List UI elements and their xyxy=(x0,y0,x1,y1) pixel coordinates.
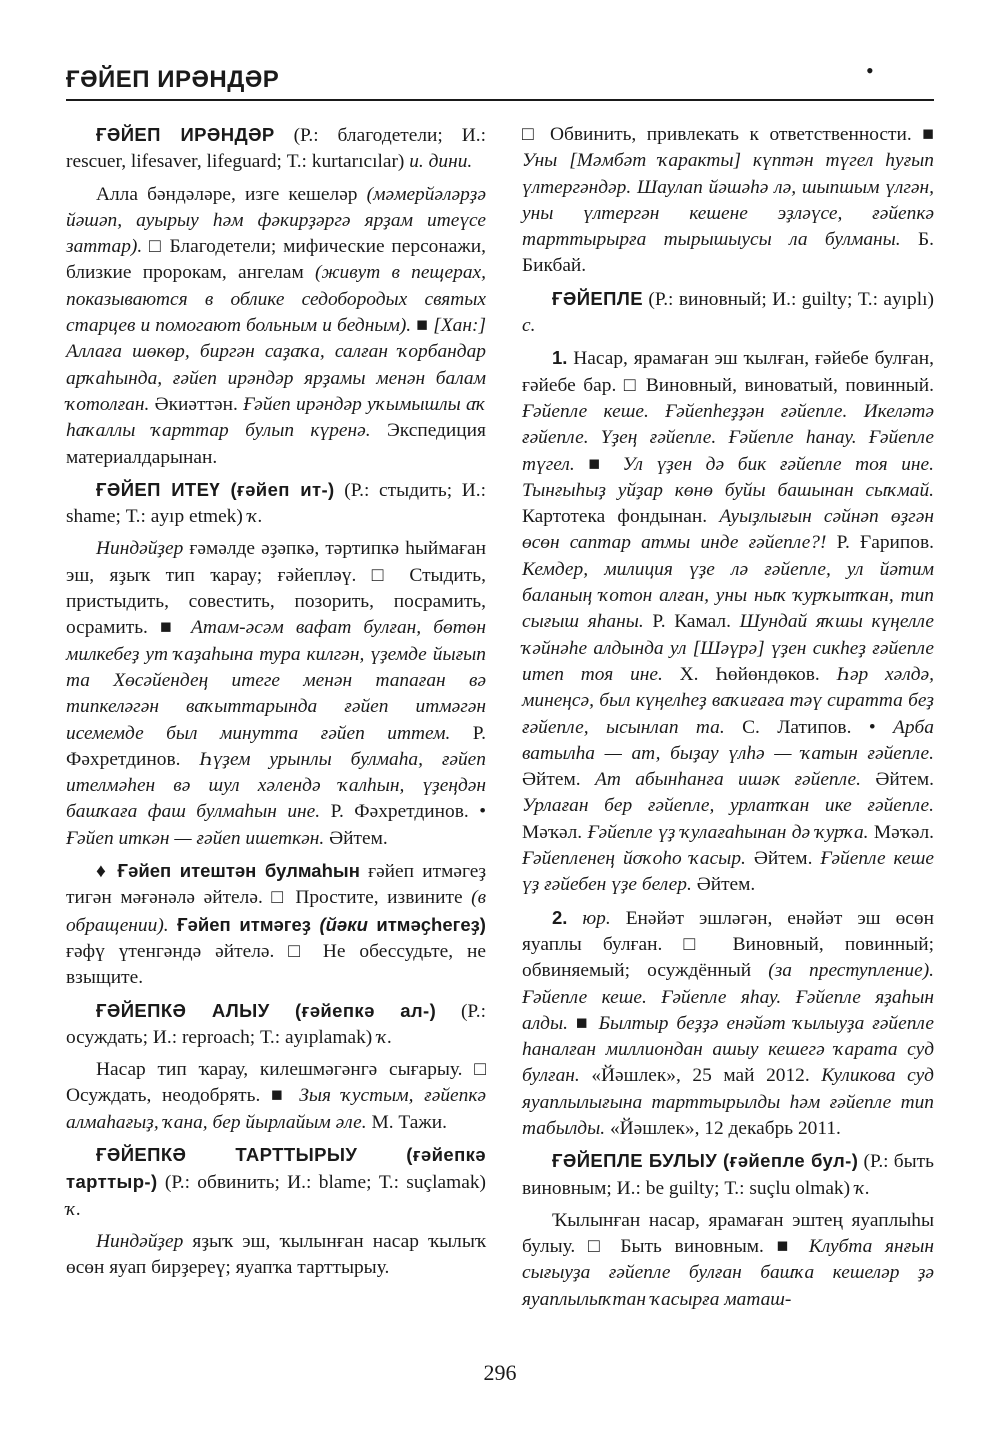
example-marker: ■ xyxy=(271,1085,289,1107)
phrase-gloss: (йәки xyxy=(319,913,368,935)
phrase-definition: ғәфү үтенгәндә әйтелә. xyxy=(66,940,275,962)
grammar-label: с. xyxy=(522,315,536,337)
sense-block xyxy=(66,1229,486,1282)
grammar-label: ҡ. xyxy=(377,1026,393,1048)
phrase-marker: ♦ xyxy=(96,861,110,883)
sense-1 xyxy=(522,345,934,898)
running-head: ҒӘЙЕП ИРӘНДӘР xyxy=(66,66,280,93)
equivalents: (Р.: благодетели; И.: rescuer, lifesaver, lifeguard; Т.: kurtarıcılar) xyxy=(66,125,486,173)
grammar-label: ҡ. xyxy=(66,1198,82,1220)
definition-gloss: (мәмерйәләрҙә йәшәп, ауырыу һәм фәкирҙәргә ярҙам итеүсе заттар). xyxy=(66,183,486,258)
equivalents: (Р.: обвинить; И.: blame; Т.: suçlamak) xyxy=(164,1172,486,1194)
entry-gayepke-tarttyryu xyxy=(66,1142,486,1223)
grammar-label: ҡ. xyxy=(247,506,263,528)
headword: ҒӘЙЕПКӘ АЛЫУ (ғәйепкә ал-) xyxy=(96,999,437,1021)
example-source: Экспедиция материалдарынан. xyxy=(66,420,486,468)
sense-block xyxy=(66,536,486,852)
example: Кемдер, милиция үҙе лә ғәйепле, ул йәтим баланың ҡотон алған, уны ныҡ ҡурҡытҡан, тип сығыш яһаны. xyxy=(522,558,934,633)
grammar-label: и. дини. xyxy=(409,151,473,173)
phrase-variant: итмәҫһегеҙ) xyxy=(376,913,486,935)
example-marker: ■ xyxy=(159,617,179,639)
proverb-marker: • xyxy=(868,716,876,738)
example-source: Х. Һөйөндөков. xyxy=(679,663,820,685)
definition-prefix: Ниндәйҙер xyxy=(96,1230,184,1252)
grammar-label: ҡ. xyxy=(854,1177,871,1199)
headword: ҒӘЙЕП ИТЕҮ (ғәйеп ит-) xyxy=(96,478,335,500)
sense-2 xyxy=(522,905,934,1143)
equivalents: (Р.: осуждать; И.: reproach; Т.: ayıplamak) xyxy=(66,1000,486,1048)
russian-translation: Виновный, повинный; обвиняемый; осуждённый xyxy=(522,933,935,982)
definition: ғәмәлде әҙәпкә, тәртипкә һыймаған эш, яҙыҡ тип ҡарау; ғәйепләү. xyxy=(66,538,486,586)
translation-marker: □ xyxy=(371,564,394,586)
example-source: «Йәшлек», 25 май 2012. xyxy=(591,1065,810,1087)
example: Куликова суд яуаплылығына тарттырылды һәм ғәйепле тип табылды. xyxy=(522,1065,934,1139)
equivalents: (Р.: стыдить; И.: shame; Т.: ayıp etmek) xyxy=(66,479,487,528)
example: Һүҙем урынлы булмаһа, ғәйеп ителмәһен вә шул хәлендә ҡалһын, үҙеңдән башҡаға фаш булмаһын ине. xyxy=(66,748,486,823)
sense-number: 2. xyxy=(552,906,568,928)
example-source: Картотека фондынан. xyxy=(522,506,708,528)
entry-gayeple-bulyu xyxy=(522,1148,934,1202)
russian-gloss: (в обращении). xyxy=(66,887,486,936)
translation-marker: □ xyxy=(149,236,163,258)
header-rule xyxy=(66,99,934,101)
sense-block xyxy=(66,182,486,471)
entry-gayeple xyxy=(522,286,934,340)
example-marker: ■ xyxy=(575,1012,591,1034)
collocations: Ғәйепле кеше. Ғәйепле яһау. Ғәйепле яҙаһын алды. xyxy=(522,986,934,1034)
russian-translation: Простите, извините xyxy=(295,887,463,909)
phrase: Ғәйеп итмәгеҙ xyxy=(177,913,312,935)
example: Һәр хәлдә, минеңсә, был күңелһеҙ ваҡиғаға тәү сиратта беҙ ғәйепле, ысынлап та. xyxy=(522,663,934,738)
example: Зыя ҡустым, ғәйепкә алмаһағыҙ, ҡана, бер йырлайым әле. xyxy=(66,1085,486,1133)
example-source: Б. Бикбай. xyxy=(522,229,934,277)
phrase: Ғәйеп итештән булмаһын xyxy=(117,860,360,882)
translation-marker: □ xyxy=(623,374,639,396)
sense-block xyxy=(66,1057,486,1136)
phrase-block xyxy=(66,858,486,991)
russian-translation: Обвинить, привлекать к ответственности. xyxy=(549,124,912,145)
definition: Енәйәт эшләгән, енәйәт эш өсөн яуаплы булған. xyxy=(522,907,934,955)
russian-translation: Благодетели; мифические персонажи, близкие пророкам, ангелам xyxy=(66,236,486,284)
headword: ҒӘЙЕПЛЕ БУЛЫУ (ғәйепле бул-) xyxy=(552,1150,859,1172)
russian-translation: Не обессудьте, не взыщите. xyxy=(66,940,486,989)
proverb-source: Әйтем. xyxy=(329,827,388,849)
example-marker: ■ xyxy=(416,315,429,337)
translation-marker: □ xyxy=(588,1236,608,1258)
proverb: Урлаған бер ғәйепле, урлатҡан ике ғәйепле. xyxy=(522,795,934,817)
definition: Насар, ярамаған эш ҡылған, ғәйебе булған, ғәйебе бар. xyxy=(522,348,934,396)
entry-gayep-irender xyxy=(66,122,486,176)
definition: Насар тип ҡарау, килешмәгәнгә сығарыу. xyxy=(96,1059,463,1081)
sense-block xyxy=(522,1208,934,1313)
russian-translation: Осуждать, неодобрять. xyxy=(66,1085,261,1107)
proverb: Ғәйепле кеше үҙ ғәйебен үҙе белер. xyxy=(522,848,934,896)
proverb-source: Әйтем. xyxy=(522,769,581,791)
proverb: Арба ватылһа — ат, быҙау үлһә — ҡатын ғәйепле. xyxy=(522,716,934,764)
example-source: М. Тажи. xyxy=(371,1111,448,1133)
example: Ғәйеп ирәндәр уҡымышлы аҡ һаҡаллы ҡарттар булып күренә. xyxy=(66,393,486,442)
page-number: 296 xyxy=(483,1360,517,1385)
example: [Хан:] Аллаға шөкөр, биргән саҙаҡа, салған ҡорбандар арҡаһында, ғәйеп ирәндәр ярҙамы менән балам ҡотолған. xyxy=(66,315,486,415)
proverb-source: Әйтем. xyxy=(875,769,934,791)
headword: ҒӘЙЕП ИРӘНДӘР xyxy=(96,124,275,145)
collocations: Ғәйепле кеше. Ғәйепһеҙҙән ғәйепле. Икеләтә ғәйепле. Үҙең ғәйепле. Ғәйепле һанау. Ғәйепле түгел. xyxy=(522,400,934,475)
headword: ҒӘЙЕПЛЕ xyxy=(552,287,643,309)
sense-continuation xyxy=(522,122,934,280)
example: Атам-әсәм вафат булған, бөтөн милкебеҙ ут ҡаҙаһына тура килгән, үҙемде йығып та Хөсәйендең итеге менән тапаған вә типкеләгән ваҡыттарында ғәйеп итмәгән исемемде был минутта ғәйеп иттем. xyxy=(66,617,486,744)
corner-mark: • xyxy=(866,58,874,83)
domain-label: юр. xyxy=(582,907,611,929)
example: Клубта янғын сығыуҙа ғәйепле булған башҡа кешеләр ҙә яуаплылыҡтан ҡасырға маташ- xyxy=(522,1236,934,1310)
example-source: «Йәшлек», 12 декабрь 2011. xyxy=(609,1117,841,1139)
equivalents: (Р.: быть виновным; И.: be guilty; Т.: suçlu olmak) xyxy=(522,1151,934,1199)
proverb: Ғәйепле үҙ ҡулағаһынан дә ҡурҡа. xyxy=(587,821,869,843)
russian-translation: Стыдить, пристыдить, совестить, позорить, посрамить, осрамить. xyxy=(66,564,486,639)
example-source: С. Латипов. xyxy=(742,716,852,738)
proverb: Ат абынһанға ишәк ғәйепле. xyxy=(594,769,862,791)
proverb: Ғәйепленең йоҡоһо ҡасыр. xyxy=(522,848,746,870)
example-source: Р. Фәхретдинов. xyxy=(66,722,486,770)
proverb-source: Мәҡәл. xyxy=(522,821,583,843)
example-marker: ■ xyxy=(588,453,609,475)
definition: Алла бәндәләре, изге кешеләр xyxy=(96,183,358,205)
left-column xyxy=(66,122,486,1287)
translation-marker: □ xyxy=(474,1059,486,1081)
example-source: Р. Фәхретдинов. xyxy=(330,801,469,823)
russian-translation: Быть виновным. xyxy=(620,1236,764,1258)
equivalents: (Р.: виновный; И.: guilty; Т.: ayıplı) xyxy=(648,288,934,310)
translation-marker: □ xyxy=(683,933,712,955)
proverb-source: Мәҡәл. xyxy=(873,821,934,843)
russian-gloss: (за преступление). xyxy=(768,960,934,982)
translation-marker: □ xyxy=(522,124,540,145)
example: Уны [Мәмбәт ҡаракты] күптән түгел һуғып үлтергәндәр. Шаулап йәшәһә лә, шыпшым үлгән, уны үлтергән кешене эҙләүсе, ғәйепкә тарттырырға тырышыусы ла булманы. xyxy=(522,150,934,251)
example-source: Р. Ғарипов. xyxy=(836,532,934,554)
example: Былтыр беҙҙә енәйәт ҡылыуҙа ғәйепле һаналған миллиондан ашыу кешегә ҡарата суд булған. xyxy=(522,1012,934,1087)
russian-translation: Виновный, виноватый, повинный. xyxy=(645,374,934,396)
proverb: Ғәйеп иткән — ғәйеп ишеткән. xyxy=(66,827,325,849)
russian-gloss: (живут в пещерах, показываются в облике седобородых святых старцев и помогают больным и бедным). xyxy=(66,262,487,337)
example: Ауыҙлығын сәйнәп өҙгән өсөн саптар атмы инде ғәйепле?! xyxy=(522,506,934,554)
proverb-marker: • xyxy=(479,801,487,823)
translation-marker: □ xyxy=(288,940,309,962)
definition: яҙыҡ эш, ҡылынған насар ҡылыҡ өсөн яуап бирҙереү; яуапҡа тарттырыу. xyxy=(66,1230,486,1279)
headword: ҒӘЙЕПКӘ ТАРТТЫРЫУ (ғәйепкә тарттыр-) xyxy=(66,1143,486,1193)
definition: Ҡылынған насар, ярамаған эштең яуаплыһы булыу. xyxy=(522,1209,934,1258)
right-column xyxy=(522,122,934,1319)
entry-gayepke-alyu xyxy=(66,998,486,1052)
definition-prefix: Ниндәйҙер xyxy=(96,538,184,560)
entry-gayep-iteu xyxy=(66,477,486,531)
example-marker: ■ xyxy=(776,1236,797,1258)
proverb-source: Әйтем. xyxy=(753,848,813,870)
example: Ул үҙен дә бик ғәйепле тоя ине. Тынғыһыҙ уйҙар көнө буйы башынан сыҡмай. xyxy=(522,453,935,501)
sense-number: 1. xyxy=(552,347,568,369)
phrase-definition: ғәйеп итмәгеҙ тигән мәғәнәлә әйтелә. xyxy=(66,861,486,909)
example-source: Р. Камал. xyxy=(652,611,731,633)
example: Шундай яҡшы күңелле ҡәйнәһе алдында ул [Шәүрә] үҙен сикһеҙ ғәйепле итеп тоя ине. xyxy=(522,611,934,685)
example-source: Әкиәттән. xyxy=(154,393,238,415)
example-marker: ■ xyxy=(922,124,934,145)
proverb-source: Әйтем. xyxy=(696,874,756,896)
translation-marker: □ xyxy=(271,887,287,909)
